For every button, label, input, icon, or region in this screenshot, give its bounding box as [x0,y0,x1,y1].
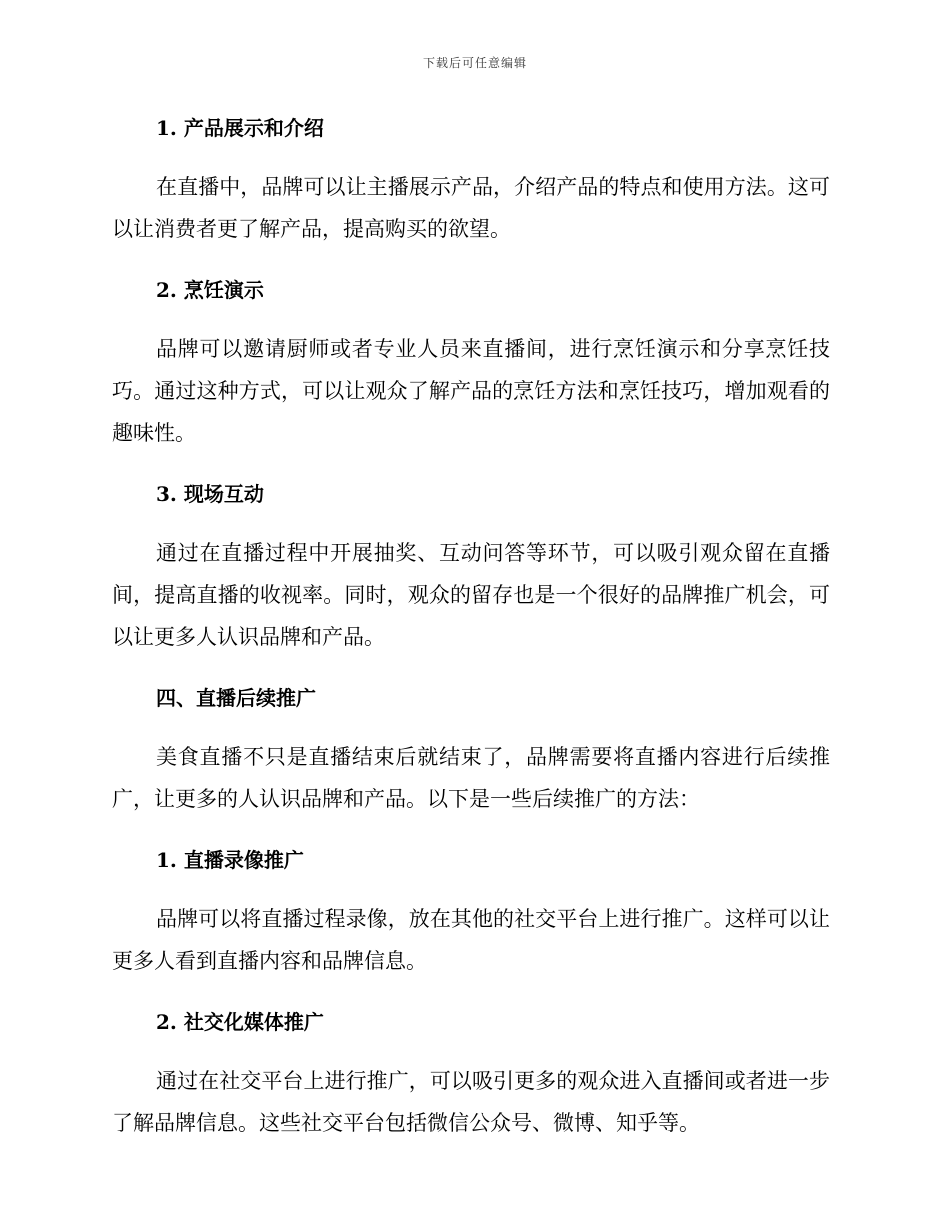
section-heading-product-display: 1. 产品展示和介绍 [156,116,324,140]
section-heading-live-interaction: 3. 现场互动 [156,482,264,506]
page-header: 下载后可任意编辑 [422,56,527,70]
section-heading-social-media-promotion: 2. 社交化媒体推广 [156,1010,324,1034]
section-paragraph-social-media-promotion: 通过在社交平台上进行推广，可以吸引更多的观众进入直播间或者进一步了解品牌信息。这些社交平台包括微信公众号、微博、知乎等。 [112,1069,830,1135]
section-heading-follow-up-promotion: 四、直播后续推广 [156,686,316,710]
section-paragraph-live-interaction: 通过在直播过程中开展抽奖、互动问答等环节，可以吸引观众留在直播间，提高直播的收视率。同时，观众的留存也是一个很好的品牌推广机会，可以让更多人认识品牌和产品。 [112,541,830,649]
section-paragraph-recording-promotion: 品牌可以将直播过程录像，放在其他的社交平台上进行推广。这样可以让更多人看到直播内容和品牌信息。 [112,907,830,973]
section-paragraph-product-display: 在直播中，品牌可以让主播展示产品，介绍产品的特点和使用方法。这可以让消费者更了解产品，提高购买的欲望。 [112,175,830,241]
section-heading-recording-promotion: 1. 直播录像推广 [156,848,304,872]
section-paragraph-cooking-demo: 品牌可以邀请厨师或者专业人员来直播间，进行烹饪演示和分享烹饪技巧。通过这种方式，可以让观众了解产品的烹饪方法和烹饪技巧，增加观看的趣味性。 [112,337,830,445]
section-paragraph-follow-up-promotion: 美食直播不只是直播结束后就结束了，品牌需要将直播内容进行后续推广，让更多的人认识品牌和产品。以下是一些后续推广的方法： [112,745,830,811]
document-body [112,112,830,1144]
section-heading-cooking-demo: 2. 烹饪演示 [156,278,264,302]
